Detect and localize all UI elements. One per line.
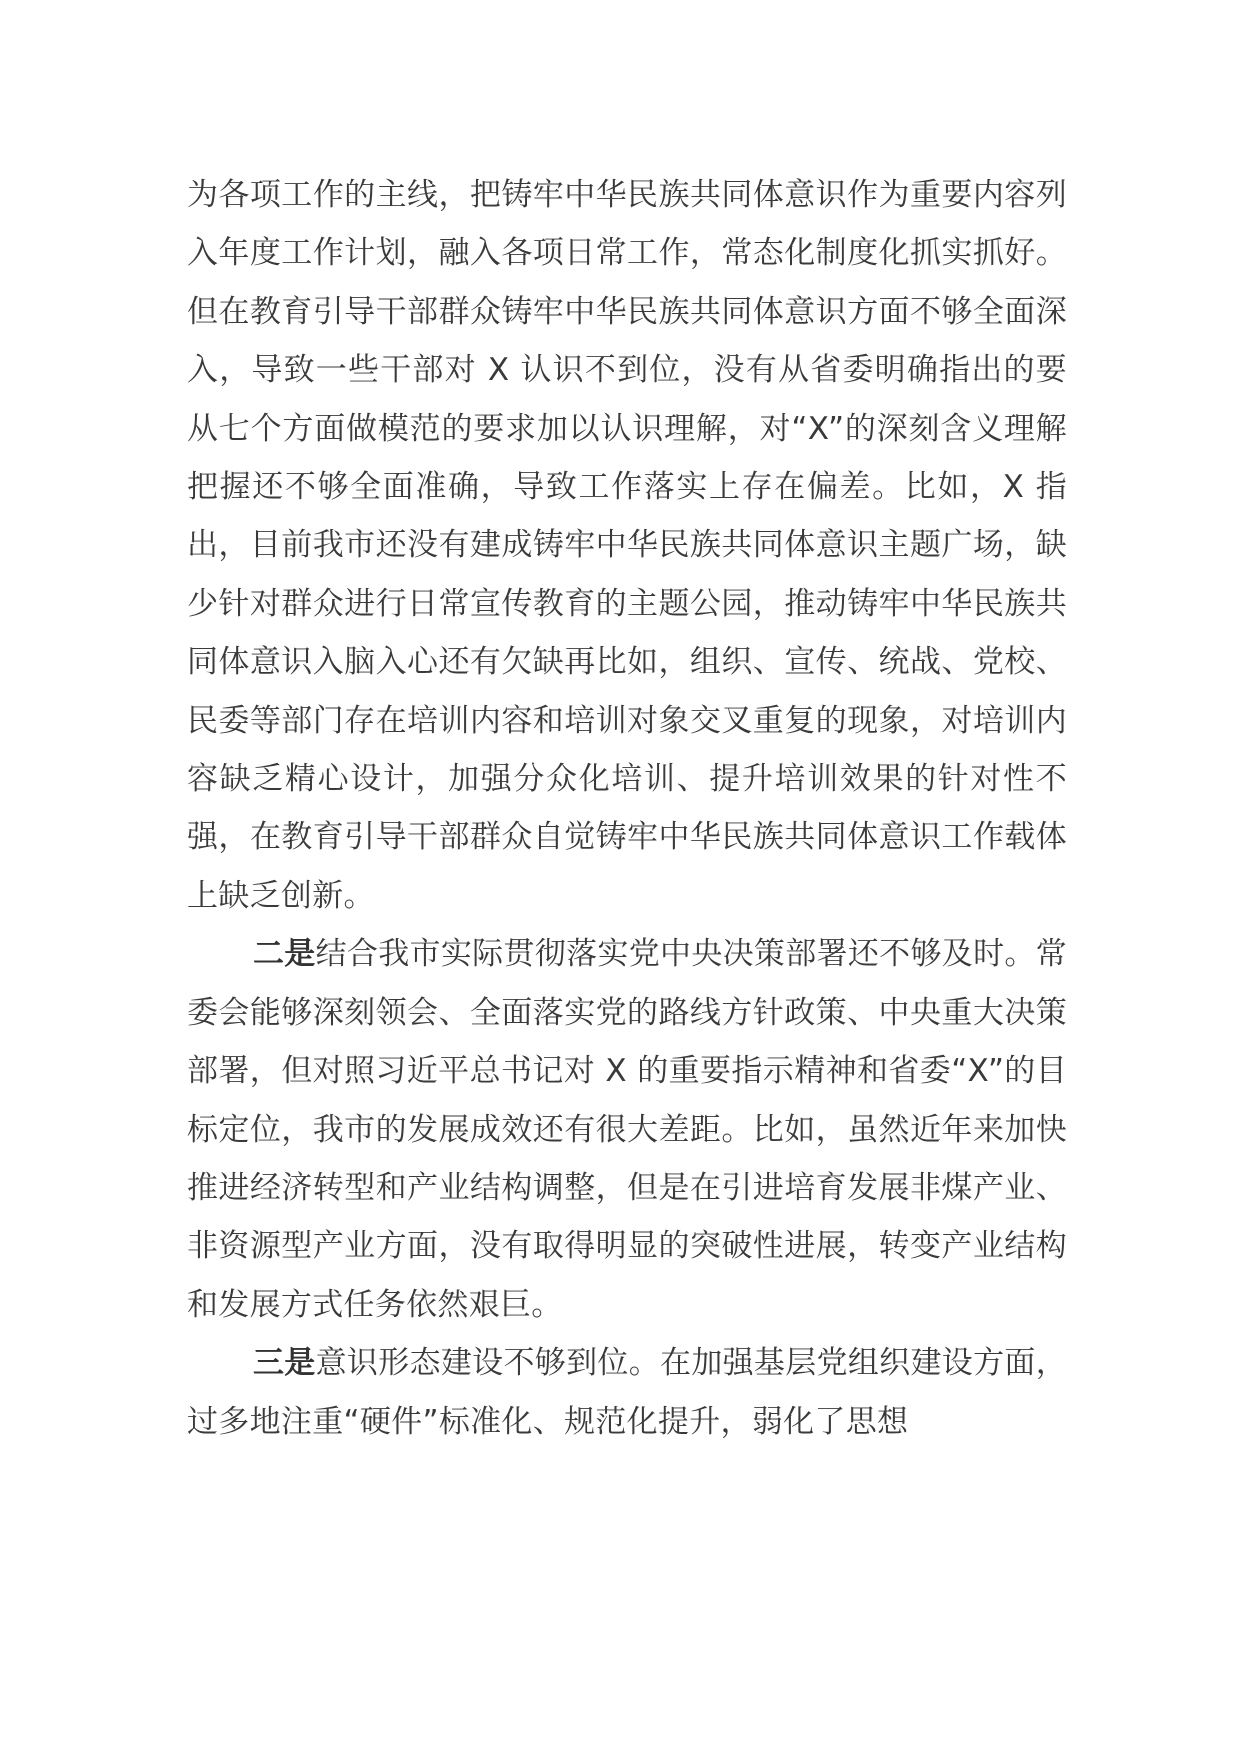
paragraph-3	[187, 1334, 1067, 1451]
paragraph-3-lead: 三是	[253, 1345, 316, 1382]
paragraph-2-text: 结合我市实际贯彻落实党中央决策部署还不够及时。常委会能够深刻领会、全面落实党的路线方针政策、中央重大决策部署，但对照习近平总书记对 X 的重要指示精神和省委“X”的目标定位，我市的发展成效还有很大差距。比如，虽然近年来加快推进经济转型和产业结构调整，但是在引进培育发展非煤产业、非资源型产业方面，没有取得明显的突破性进展，转变产业结构和发展方式任务依然艰巨。	[187, 936, 1067, 1323]
paragraph-1-text: 为各项工作的主线，把铸牢中华民族共同体意识作为重要内容列入年度工作计划，融入各项日常工作，常态化制度化抓实抓好。但在教育引导干部群众铸牢中华民族共同体意识方面不够全面深入，导致一些干部对 X 认识不到位，没有从省委明确指出的要从七个方面做模范的要求加以认识理解，对“X”的深刻含义理解把握还不够全面准确，导致工作落实上存在偏差。比如，X 指出，目前我市还没有建成铸牢中华民族共同体意识主题广场，缺少针对群众进行日常宣传教育的主题公园，推动铸牢中华民族共同体意识入脑入心还有欠缺再比如，组织、宣传、统战、党校、民委等部门存在培训内容和培训对象交叉重复的现象，对培训内容缺乏精心设计，加强分众化培训、提升培训效果的针对性不强，在教育引导干部群众自觉铸牢中华民族共同体意识工作载体上缺乏创新。	[187, 177, 1067, 914]
paragraph-1	[187, 166, 1067, 925]
document-body	[187, 166, 1067, 1451]
paragraph-3-text: 意识形态建设不够到位。在加强基层党组织建设方面，过多地注重“硬件”标准化、规范化提升，弱化了思想	[187, 1345, 1067, 1440]
paragraph-2	[187, 925, 1067, 1334]
paragraph-2-lead: 二是	[253, 936, 316, 973]
